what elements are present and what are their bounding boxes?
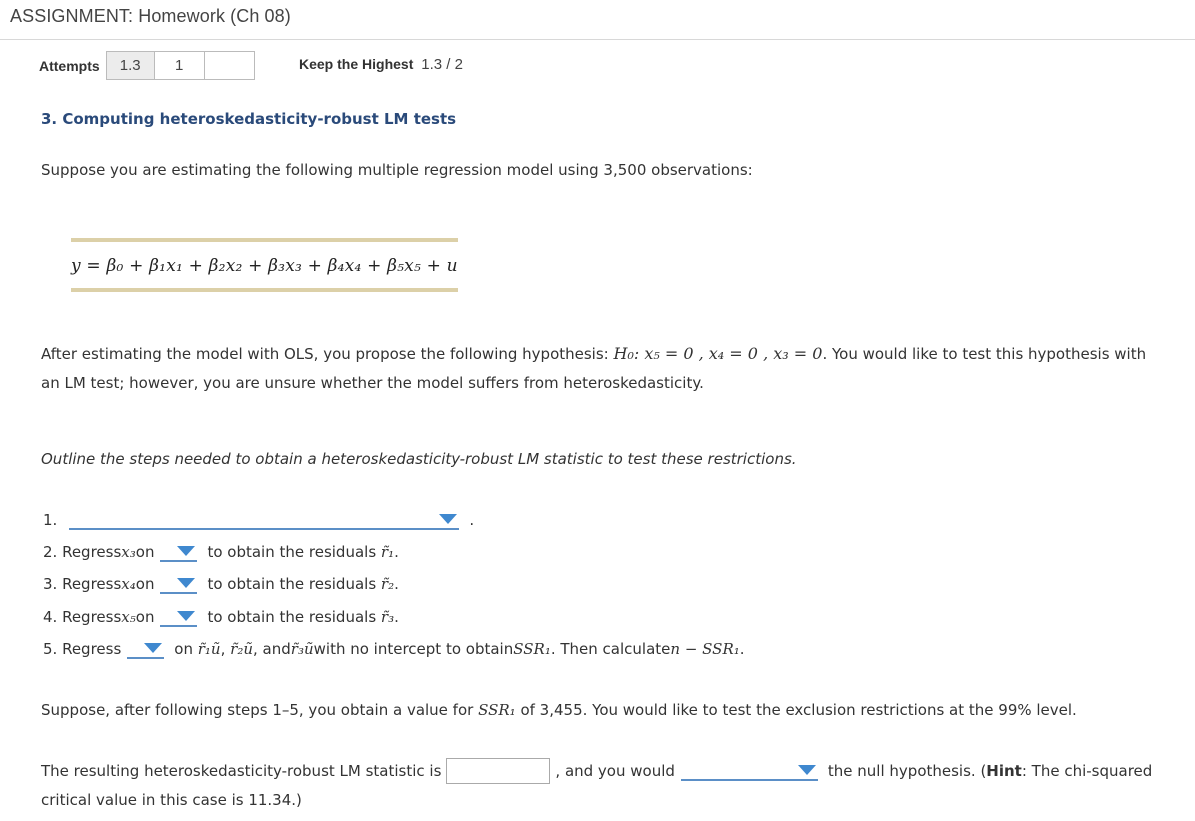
hypothesis-line1 [41, 344, 1146, 363]
step-5-term2: r̃₂ũ [230, 640, 254, 658]
step-3-post: to obtain the residuals [207, 575, 377, 593]
step-1-number: 1. [43, 511, 58, 529]
followup-text [41, 701, 1077, 719]
hint-text: : The chi-squared [1021, 762, 1153, 780]
step-2-prefix: 2. Regress [43, 543, 122, 561]
step-4-dropdown[interactable] [160, 607, 197, 627]
step-2 [43, 542, 399, 562]
step-5-on: on [174, 640, 193, 658]
step-5-expr: n − SSR₁ [670, 640, 740, 658]
step-3-on: on [135, 575, 155, 593]
step-4 [43, 607, 399, 627]
step-3-dropdown[interactable] [160, 574, 197, 594]
keep-highest [299, 56, 463, 73]
step-1-period: . [469, 511, 475, 529]
chevron-down-icon [177, 546, 195, 556]
attempt-current-score[interactable]: 1.3 [106, 51, 155, 80]
step-1-dropdown[interactable] [69, 510, 459, 530]
followup-pre: Suppose, after following steps 1–5, you obtain a value for [41, 701, 479, 719]
chevron-down-icon [144, 643, 162, 653]
answer-prefix: The resulting heteroskedasticity-robust LM statistic is [41, 762, 442, 780]
decision-dropdown[interactable] [681, 761, 818, 781]
attempts-bar [39, 50, 255, 81]
step-2-on: on [135, 543, 155, 561]
step-4-prefix: 4. Regress [43, 608, 122, 626]
assignment-header [0, 0, 1195, 40]
equation-band-bottom [71, 288, 458, 292]
step-2-post: to obtain the residuals [207, 543, 377, 561]
step-5-and: , and [253, 640, 291, 658]
question-intro: Suppose you are estimating the following multiple regression model using 3,500 observations: [41, 161, 753, 179]
step-5-prefix: 5. Regress [43, 640, 122, 658]
answer-line2: critical value in this case is 11.34.) [41, 791, 302, 809]
step-4-on: on [135, 608, 155, 626]
chevron-down-icon [177, 611, 195, 621]
step-2-dropdown[interactable] [160, 542, 197, 562]
followup-post: of 3,455. You would like to test the exclusion restrictions at the 99% level. [515, 701, 1077, 719]
assignment-title: ASSIGNMENT: Homework (Ch 08) [10, 6, 291, 26]
hint-label: Hint [986, 762, 1022, 780]
step-5-dropdown[interactable] [127, 639, 164, 659]
followup-ssr: SSR₁ [478, 701, 516, 719]
step-5-calc: . Then calculate [550, 640, 671, 658]
attempt-third-score[interactable] [205, 51, 255, 80]
step-2-period: . [394, 543, 399, 561]
step-5-ssr: SSR₁ [513, 640, 551, 658]
step-3-period: . [394, 575, 399, 593]
step-5-term3: r̃₃ũ [290, 640, 314, 658]
answer-mid: , and you would [555, 762, 675, 780]
hypothesis-line2: an LM test; however, you are unsure whether the model suffers from heteroskedasticity. [41, 374, 704, 392]
lm-statistic-input[interactable] [446, 758, 550, 784]
instruction-text: Outline the steps needed to obtain a heteroskedasticity-robust LM statistic to test these restrictions. [41, 450, 797, 468]
hypothesis-suffix: . You would like to test this hypothesis with [822, 345, 1147, 363]
keep-highest-label: Keep the Highest [299, 56, 414, 72]
answer-post: the null hypothesis. ( [827, 762, 987, 780]
step-2-residual: r̃₁ [380, 543, 395, 561]
step-4-post: to obtain the residuals [207, 608, 377, 626]
keep-highest-value: 1.3 / 2 [421, 56, 463, 73]
attempts-label: Attempts [39, 57, 100, 74]
step-3-prefix: 3. Regress [43, 575, 122, 593]
step-3-var: x₄ [121, 575, 136, 593]
step-4-period: . [394, 608, 399, 626]
step-5-term1: r̃₁ũ [197, 640, 221, 658]
step-5: 5. Regress on r̃₁ũ , r̃₂ũ , and r̃₃ũ with no intercept to obtain SSR₁ . Then calculate n − SSR₁ . [43, 640, 745, 658]
hypothesis-prefix: After estimating the model with OLS, you propose the following hypothesis: [41, 345, 614, 363]
step-4-var: x₅ [121, 608, 136, 626]
hypothesis-math: H₀: x₅ = 0 , x₄ = 0 , x₃ = 0 [613, 344, 823, 363]
equation-band-top [71, 238, 458, 242]
regression-equation: y = β₀ + β₁x₁ + β₂x₂ + β₃x₃ + β₄x₄ + β₅x₅ + u [71, 256, 458, 276]
step-5-period: . [739, 640, 745, 658]
step-4-residual: r̃₃ [380, 608, 395, 626]
answer-line1 [41, 758, 1152, 784]
chevron-down-icon [439, 514, 457, 524]
attempt-second-score[interactable]: 1 [155, 51, 205, 80]
step-2-var: x₃ [121, 543, 136, 561]
step-5-post: with no intercept to obtain [313, 640, 514, 658]
step-1 [43, 510, 474, 530]
chevron-down-icon [798, 765, 816, 775]
chevron-down-icon [177, 578, 195, 588]
step-3-residual: r̃₂ [380, 575, 395, 593]
step-3 [43, 574, 399, 594]
question-title: 3. Computing heteroskedasticity-robust LM tests [41, 110, 457, 128]
